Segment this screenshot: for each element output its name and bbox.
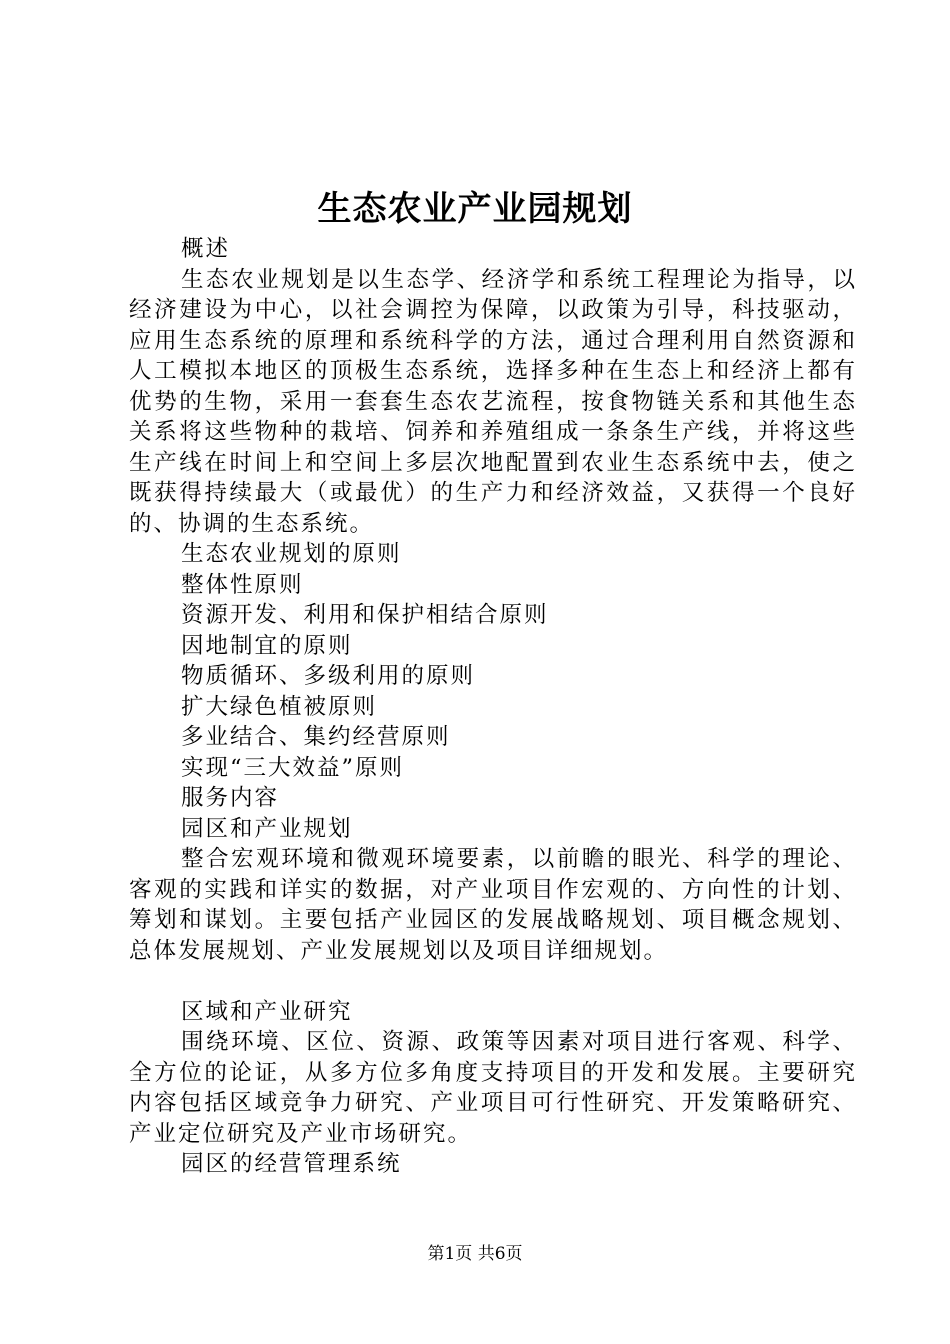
blank-line [129,966,857,997]
park-planning-paragraph: 整合宏观环境和微观环境要素，以前瞻的眼光、科学的理论、客观的实践和详实的数据，对产业项目作宏观的、方向性的计划、筹划和谋划。主要包括产业园区的发展战略规划、项目概念规划、总体发展规划、产业发展规划以及项目详细规划。 [129,846,857,964]
principles-heading: 生态农业规划的原则 [181,541,402,567]
document-title: 生态农业产业园规划 [317,189,633,229]
principle-item: 扩大绿色植被原则 [181,693,378,720]
page-footer: 第1页 共6页 [427,1244,523,1264]
principle-item: 整体性原则 [181,571,304,598]
overview-heading: 概述 [181,236,231,262]
regional-research-paragraph: 围绕环境、区位、资源、政策等因素对项目进行客观、科学、全方位的论证，从多方位多角度支持项目的开发和发展。主要研究内容包括区域竞争力研究、产业项目可行性研究、开发策略研究、产业定位研究及产业市场研究。 [129,1029,857,1147]
park-planning-heading: 园区和产业规划 [181,815,353,842]
principle-item: 因地制宜的原则 [181,632,353,659]
principle-item: 资源开发、利用和保护相结合原则 [181,602,549,628]
management-heading: 园区的经营管理系统 [181,1151,402,1177]
principle-item: 多业结合、集约经营原则 [181,724,451,750]
document-body [129,234,857,1180]
services-heading: 服务内容 [181,785,280,811]
principle-item: 物质循环、多级利用的原则 [181,663,476,689]
regional-research-heading: 区域和产业研究 [181,998,353,1025]
overview-paragraph: 生态农业规划是以生态学、经济学和系统工程理论为指导，以经济建设为中心，以社会调控为保障，以政策为引导，科技驱动，应用生态系统的原理和系统科学的方法，通过合理利用自然资源和人工模拟本地区的顶极生态系统，选择多种在生态上和经济上都有优势的生物，采用一套套生态农艺流程，按食物链关系和其他生态关系将这些物种的栽培、饲养和养殖组成一条条生产线，并将这些生产线在时间上和空间上多层次地配置到农业生态系统中去，使之既获得持续最大（或最优）的生产力和经济效益，又获得一个良好的、协调的生态系统。 [129,266,857,537]
principle-item: 实现“三大效益”原则 [181,754,405,781]
